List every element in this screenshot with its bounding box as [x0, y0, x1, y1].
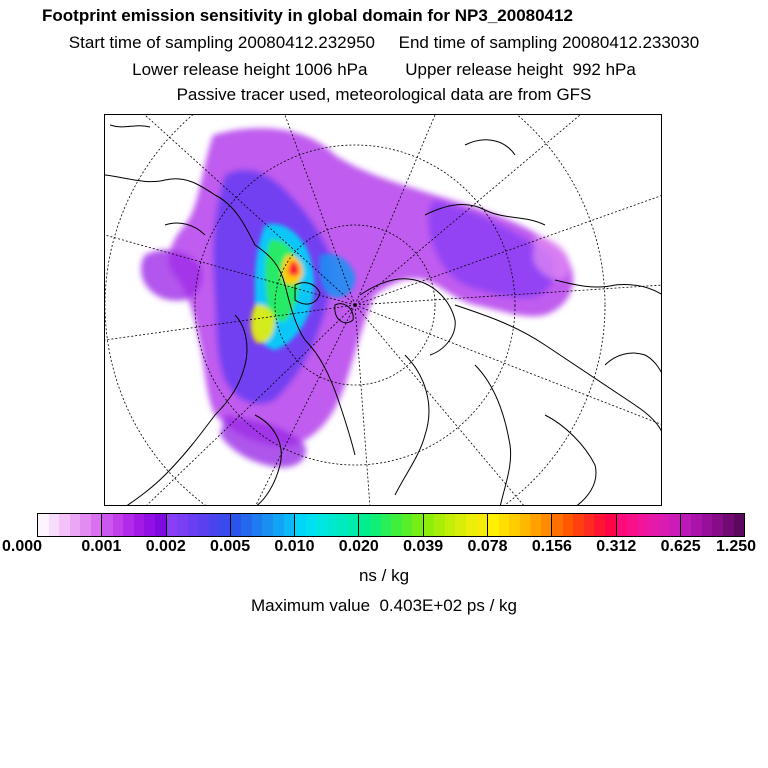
colorbar-cell: [573, 514, 584, 536]
colorbar-cell: [80, 514, 91, 536]
colorbar-cell: [209, 514, 220, 536]
colorbar-cell: [423, 514, 435, 536]
colorbar-cell: [219, 514, 230, 536]
colorbar-cell: [348, 514, 359, 536]
colorbar-cell: [316, 514, 327, 536]
colorbar-cell: [594, 514, 605, 536]
colorbar-cell: [476, 514, 487, 536]
colorbar-cell: [155, 514, 166, 536]
colorbar-cell: [712, 514, 723, 536]
colorbar-cell: [306, 514, 317, 536]
colorbar-cell: [648, 514, 659, 536]
colorbar-cell: [627, 514, 638, 536]
colorbar-cell: [273, 514, 284, 536]
colorbar-tick-label: 0.625: [660, 538, 701, 555]
colorbar-cell: [177, 514, 188, 536]
colorbar-cell: [520, 514, 531, 536]
plot-title: Footprint emission sensitivity in global domain for NP3_20080412: [42, 6, 573, 25]
colorbar-cell: [466, 514, 477, 536]
colorbar-cell: [669, 514, 680, 536]
footprint-plume: [141, 128, 573, 467]
tracer-info-line: Passive tracer used, meteorological data are from GFS: [176, 85, 592, 104]
colorbar-cell: [551, 514, 563, 536]
colorbar-cell: [198, 514, 209, 536]
colorbar-cell: [284, 514, 295, 536]
colorbar-cell: [252, 514, 263, 536]
sampling-time-line: Start time of sampling 20080412.232950 End time of sampling 20080412.233030: [68, 33, 700, 52]
colorbar-cell: [241, 514, 252, 536]
colorbar-tick-label: 0.001: [81, 538, 122, 555]
colorbar-cell: [659, 514, 670, 536]
colorbar-cell: [638, 514, 649, 536]
colorbar-cell: [70, 514, 81, 536]
colorbar-cell: [702, 514, 713, 536]
colorbar-cell: [166, 514, 178, 536]
colorbar-cell: [499, 514, 510, 536]
colorbar-cell: [327, 514, 338, 536]
colorbar-cell: [358, 514, 370, 536]
colorbar-cell: [563, 514, 574, 536]
colorbar-cell: [541, 514, 552, 536]
colorbar-tick-label: 0.010: [274, 538, 315, 555]
colorbar-cell: [530, 514, 541, 536]
colorbar-cell: [370, 514, 381, 536]
release-height-line: Lower release height 1006 hPa Upper release height 992 hPa: [132, 60, 636, 79]
colorbar-tick-label: 0.002: [145, 538, 186, 555]
colorbar-cell: [91, 514, 102, 536]
colorbar-cell: [337, 514, 348, 536]
colorbar-tick-label: 0.020: [338, 538, 379, 555]
footprint-map: [104, 114, 662, 506]
colorbar-cell: [134, 514, 145, 536]
colorbar-tick-label: 0.005: [210, 538, 251, 555]
colorbar-tick-label: 0.000: [1, 538, 43, 555]
colorbar-cell: [188, 514, 199, 536]
colorbar-cell: [402, 514, 413, 536]
colorbar-tick-label: 0.039: [403, 538, 444, 555]
colorbar-tick-label: 0.312: [596, 538, 637, 555]
colorbar-cell: [59, 514, 70, 536]
polar-map-svg: [105, 115, 662, 506]
colorbar-cell: [509, 514, 520, 536]
colorbar-cell: [391, 514, 402, 536]
colorbar-cell: [487, 514, 499, 536]
colorbar-tick-label: 1.250: [715, 538, 757, 555]
colorbar-cell: [381, 514, 392, 536]
colorbar-cell: [616, 514, 628, 536]
colorbar-cell: [723, 514, 734, 536]
colorbar-cell: [230, 514, 242, 536]
colorbar-cell: [584, 514, 595, 536]
colorbar-cell: [294, 514, 306, 536]
colorbar-cell: [734, 514, 745, 536]
colorbar-cell: [144, 514, 155, 536]
graticule: [105, 115, 662, 506]
maximum-value-label: Maximum value 0.403E+02 ps / kg: [251, 596, 517, 615]
colorbar-cell: [680, 514, 692, 536]
colorbar-cell: [455, 514, 466, 536]
colorbar-tick-label: 0.156: [531, 538, 572, 555]
colorbar-cell: [38, 514, 49, 536]
colorbar-cell: [434, 514, 445, 536]
colorbar-cell: [123, 514, 134, 536]
colorbar-cell: [262, 514, 273, 536]
colorbar-cell: [445, 514, 456, 536]
colorbar-cell: [49, 514, 60, 536]
colorbar: [37, 513, 745, 537]
colorbar-cell: [101, 514, 113, 536]
colorbar-units: ns / kg: [358, 566, 410, 585]
colorbar-cell: [412, 514, 423, 536]
colorbar-tick-labels: [0, 538, 768, 558]
colorbar-tick-label: 0.078: [467, 538, 508, 555]
colorbar-cell: [691, 514, 702, 536]
colorbar-cell: [605, 514, 616, 536]
colorbar-cell: [113, 514, 124, 536]
